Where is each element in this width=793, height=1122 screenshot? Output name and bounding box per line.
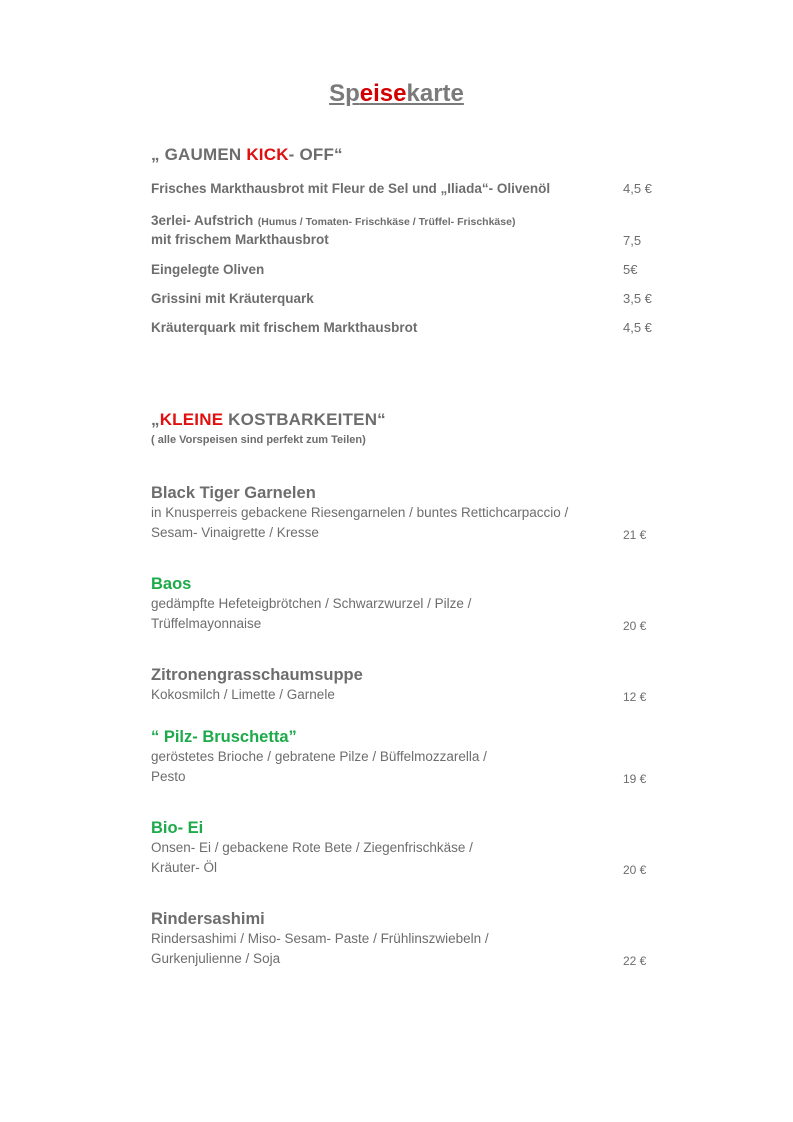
item-price: 4,5 €	[623, 181, 652, 196]
item-name: Grissini mit Kräuterquark	[151, 291, 314, 306]
section-heading-gaumen-kick-off	[151, 145, 343, 165]
menu-item-3erlei-aufstrich	[151, 212, 661, 247]
dish-price: 12 €	[623, 690, 647, 704]
section-note: ( alle Vorspeisen sind perfekt zum Teilen)	[151, 434, 366, 446]
menu-item-markthausbrot	[151, 180, 661, 198]
dish-price: 20 €	[623, 619, 647, 633]
dish-zitronengrasschaumsuppe	[151, 666, 661, 705]
item-name: Frisches Markthausbrot mit Fleur de Sel und „Iliada“- Olivenöl	[151, 181, 551, 196]
item-name: 3erlei- Aufstrich	[151, 213, 254, 228]
heading-accent: KLEINE	[159, 410, 224, 429]
dish-description: Trüffelmayonnaise	[151, 616, 262, 631]
item-name: Eingelegte Oliven	[151, 262, 265, 277]
menu-item-grissini	[151, 290, 661, 308]
dish-description: geröstetes Brioche / gebratene Pilze / Büffelmozzarella /	[151, 749, 487, 764]
dish-description: Sesam- Vinaigrette / Kresse	[151, 525, 319, 540]
heading-text: KOSTBARKEITEN“	[223, 410, 386, 429]
heading-text: „	[151, 410, 160, 429]
item-price: 4,5 €	[623, 320, 652, 335]
title-accent: eise	[359, 80, 407, 107]
dish-bio-ei	[151, 819, 661, 878]
item-name-line2: mit frischem Markthausbrot	[151, 232, 329, 247]
section-heading-kleine-kostbarkeiten	[151, 410, 386, 430]
dish-price: 20 €	[623, 863, 647, 877]
item-name: Kräuterquark mit frischem Markthausbrot	[151, 320, 418, 335]
dish-black-tiger-garnelen	[151, 484, 661, 543]
dish-name: Zitronengrasschaumsuppe	[151, 666, 363, 684]
dish-name: Baos	[151, 575, 192, 593]
item-price: 3,5 €	[623, 291, 652, 306]
dish-description: Kokosmilch / Limette / Garnele	[151, 687, 335, 702]
dish-description: in Knusperreis gebackene Riesengarnelen / buntes Rettichcarpaccio /	[151, 505, 569, 520]
dish-name: Rindersashimi	[151, 910, 265, 928]
dish-description: Rindersashimi / Miso- Sesam- Paste / Frühlinszwiebeln /	[151, 931, 489, 946]
menu-item-oliven	[151, 261, 661, 279]
item-price: 5€	[623, 262, 638, 277]
dish-description: Kräuter- Öl	[151, 860, 218, 875]
heading-text: - OFF“	[288, 145, 343, 164]
dish-description: Gurkenjulienne / Soja	[151, 951, 281, 966]
menu-item-kraeuterquark	[151, 319, 661, 337]
heading-text: „ GAUMEN	[151, 145, 247, 164]
item-detail: (Humus / Tomaten- Frischkäse / Trüffel- Frischkäse)	[257, 216, 516, 228]
title-part2: karte	[406, 80, 464, 107]
dish-baos	[151, 575, 661, 634]
dish-price: 22 €	[623, 954, 647, 968]
title-part1: Sp	[329, 80, 360, 107]
page-title	[0, 80, 793, 108]
dish-description: Pesto	[151, 769, 186, 784]
dish-pilz-bruschetta	[151, 728, 661, 787]
dish-rindersashimi	[151, 910, 661, 969]
dish-name: Black Tiger Garnelen	[151, 484, 316, 502]
dish-price: 19 €	[623, 772, 647, 786]
heading-accent: KICK	[246, 145, 289, 164]
dish-name: Bio- Ei	[151, 819, 204, 837]
dish-description: Onsen- Ei / gebackene Rote Bete / Ziegenfrischkäse /	[151, 840, 473, 855]
dish-description: gedämpfte Hefeteigbrötchen / Schwarzwurzel / Pilze /	[151, 596, 472, 611]
dish-name: “ Pilz- Bruschetta”	[151, 728, 297, 746]
dish-price: 21 €	[623, 528, 647, 542]
item-price: 7,5	[623, 233, 642, 248]
